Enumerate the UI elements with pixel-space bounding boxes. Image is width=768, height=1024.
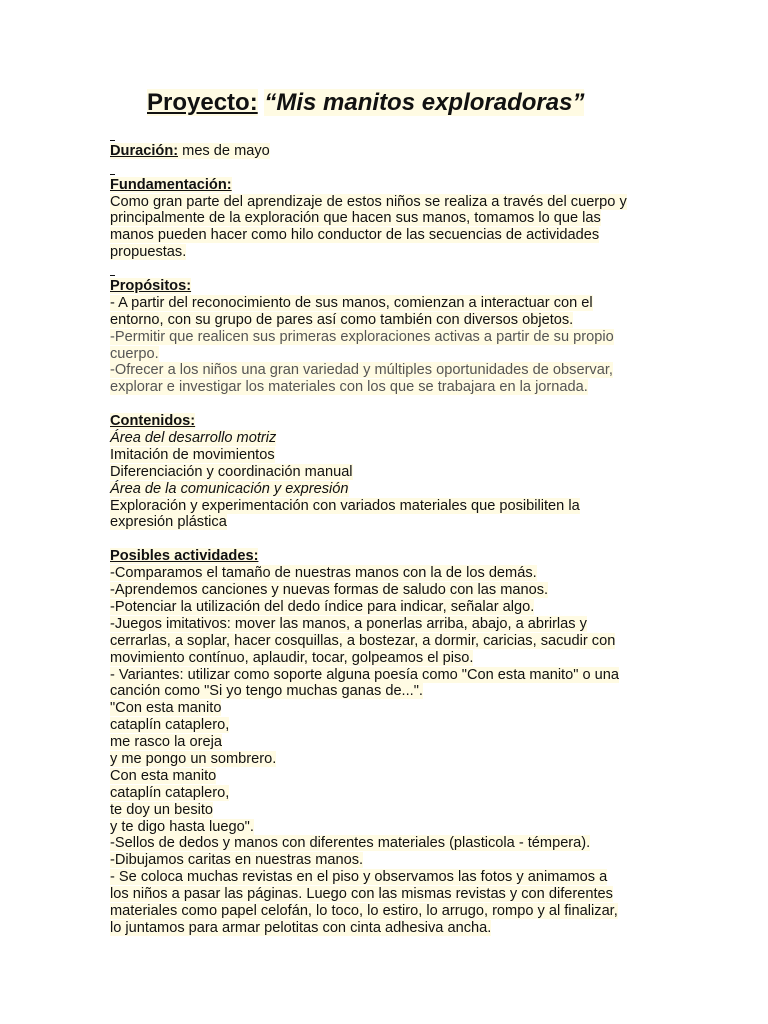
poem-line <box>110 768 670 785</box>
poem-line <box>110 819 670 836</box>
fundamentacion-text: Como gran parte del aprendizaje de estos niños se realiza a través del cuerpo y <box>110 193 627 210</box>
spacer <box>110 396 670 413</box>
paragraph-line <box>110 498 670 515</box>
actividad-line <box>110 920 670 937</box>
area-motriz-label: Área del desarrollo motriz <box>110 430 277 447</box>
actividad-text: - Se coloca muchas revistas en el piso y observamos las fotos y animamos a <box>110 869 608 886</box>
proposito-text: -Ofrecer a los niños una gran variedad y múltiples oportunidades de observar, <box>110 362 613 379</box>
actividad-text: -Dibujamos caritas en nuestras manos. <box>110 852 364 869</box>
actividades-list <box>110 565 670 937</box>
paragraph-line <box>110 346 670 363</box>
poem-text: "Con esta manito <box>110 700 222 717</box>
paragraph-line <box>110 379 670 396</box>
proposito-text: -Permitir que realicen sus primeras exploraciones activas a partir de su propio <box>110 328 614 345</box>
paragraph-line <box>110 312 670 329</box>
actividad-line <box>110 683 670 700</box>
actividad-line <box>110 869 670 886</box>
actividades-heading-line <box>110 548 670 565</box>
fundamentacion-text: manos pueden hacer como hilo conductor de las secuencias de actividades <box>110 227 600 244</box>
actividad-line <box>110 582 670 599</box>
actividad-text: canción como "Si yo tengo muchas ganas de...". <box>110 683 423 700</box>
paragraph-line <box>110 447 670 464</box>
document-body <box>110 126 670 937</box>
poem-text: te doy un besito <box>110 801 214 818</box>
actividad-text: -Juegos imitativos: mover las manos, a ponerlas arriba, abajo, a abrirlas y <box>110 615 587 632</box>
poem-line <box>110 802 670 819</box>
area-subheading <box>110 481 670 498</box>
propositos-heading-line <box>110 278 670 295</box>
poem-text: y te digo hasta luego". <box>110 818 254 835</box>
duracion-line <box>110 143 670 160</box>
contenidos-heading-line <box>110 413 670 430</box>
poem-text: cataplín cataplero, <box>110 784 230 801</box>
proposito-text: explorar e investigar los materiales con los que se trabajara en la jornada. <box>110 379 588 396</box>
actividad-line <box>110 667 670 684</box>
area-comunicacion-label: Área de la comunicación y expresión <box>110 480 349 497</box>
fundamentacion-text: propuestas. <box>110 244 187 261</box>
actividad-text: lo juntamos para armar pelotitas con cinta adhesiva ancha. <box>110 919 492 936</box>
actividad-line <box>110 565 670 582</box>
blank-marker <box>110 261 670 278</box>
actividad-text: -Comparamos el tamaño de nuestras manos con la de los demás. <box>110 565 537 582</box>
paragraph-line <box>110 514 670 531</box>
actividad-text: -Sellos de dedos y manos con diferentes materiales (plasticola - témpera). <box>110 835 591 852</box>
contenido-text: Imitación de movimientos <box>110 446 275 463</box>
fundamentacion-heading: Fundamentación: <box>110 176 232 193</box>
contenido-text: expresión plástica <box>110 514 227 531</box>
paragraph-line <box>110 464 670 481</box>
paragraph-line <box>110 194 670 211</box>
actividad-line <box>110 599 670 616</box>
actividad-line <box>110 616 670 633</box>
actividades-heading: Posibles actividades: <box>110 548 259 565</box>
paragraph-line <box>110 227 670 244</box>
area-subheading <box>110 430 670 447</box>
title-project-name: “Mis manitos exploradoras” <box>264 89 585 116</box>
proposito-text: cuerpo. <box>110 345 159 362</box>
actividad-text: - Variantes: utilizar como soporte alguna poesía como "Con esta manito" o una <box>110 666 619 683</box>
contenidos-heading: Contenidos: <box>110 413 196 430</box>
propositos-heading: Propósitos: <box>110 278 192 295</box>
duracion-value: mes de mayo <box>178 142 270 159</box>
actividad-text: materiales como papel celofán, lo toco, lo estiro, lo arrugo, rompo y al finalizar, <box>110 902 618 919</box>
actividad-line <box>110 650 670 667</box>
actividad-text: los niños a pasar las páginas. Luego con las mismas revistas y con diferentes <box>110 886 613 903</box>
fundamentacion-text: principalmente de la exploración que hacen sus manos, tomamos lo que las <box>110 210 601 227</box>
contenido-text: Diferenciación y coordinación manual <box>110 463 353 480</box>
poem-text: y me pongo un sombrero. <box>110 750 277 767</box>
proposito-text: entorno, con su grupo de pares así como también con diversos objetos. <box>110 311 574 328</box>
actividad-text: cerrarlas, a soplar, hacer cosquillas, a bostezar, a dormir, caricias, sacudir con <box>110 632 616 649</box>
blank-marker <box>110 160 670 177</box>
actividad-text: -Potenciar la utilización del dedo índice para indicar, señalar algo. <box>110 598 535 615</box>
contenido-text: Exploración y experimentación con variados materiales que posibiliten la <box>110 497 580 514</box>
duracion-heading: Duración: <box>110 142 179 159</box>
poem-text: cataplín cataplero, <box>110 717 230 734</box>
blank-marker <box>110 126 670 143</box>
actividad-line <box>110 852 670 869</box>
paragraph-line <box>110 329 670 346</box>
actividad-line <box>110 903 670 920</box>
poem-text: me rasco la oreja <box>110 734 222 751</box>
actividad-text: -Aprendemos canciones y nuevas formas de saludo con las manos. <box>110 582 549 599</box>
actividad-text: movimiento contínuo, aplaudir, tocar, golpeamos el piso. <box>110 649 474 666</box>
paragraph-line <box>110 362 670 379</box>
poem-line <box>110 717 670 734</box>
poem-line <box>110 785 670 802</box>
actividad-line <box>110 886 670 903</box>
poem-text: Con esta manito <box>110 767 217 784</box>
actividad-line <box>110 633 670 650</box>
fundamentacion-heading-line <box>110 177 670 194</box>
poem-line <box>110 700 670 717</box>
proposito-text: - A partir del reconocimiento de sus manos, comienzan a interactuar con el <box>110 294 593 311</box>
paragraph-line <box>110 210 670 227</box>
poem-line <box>110 734 670 751</box>
poem-line <box>110 751 670 768</box>
paragraph-line <box>110 244 670 261</box>
page-title <box>147 86 584 120</box>
title-label: Proyecto: <box>147 89 258 116</box>
paragraph-line <box>110 295 670 312</box>
spacer <box>110 531 670 548</box>
actividad-line <box>110 835 670 852</box>
